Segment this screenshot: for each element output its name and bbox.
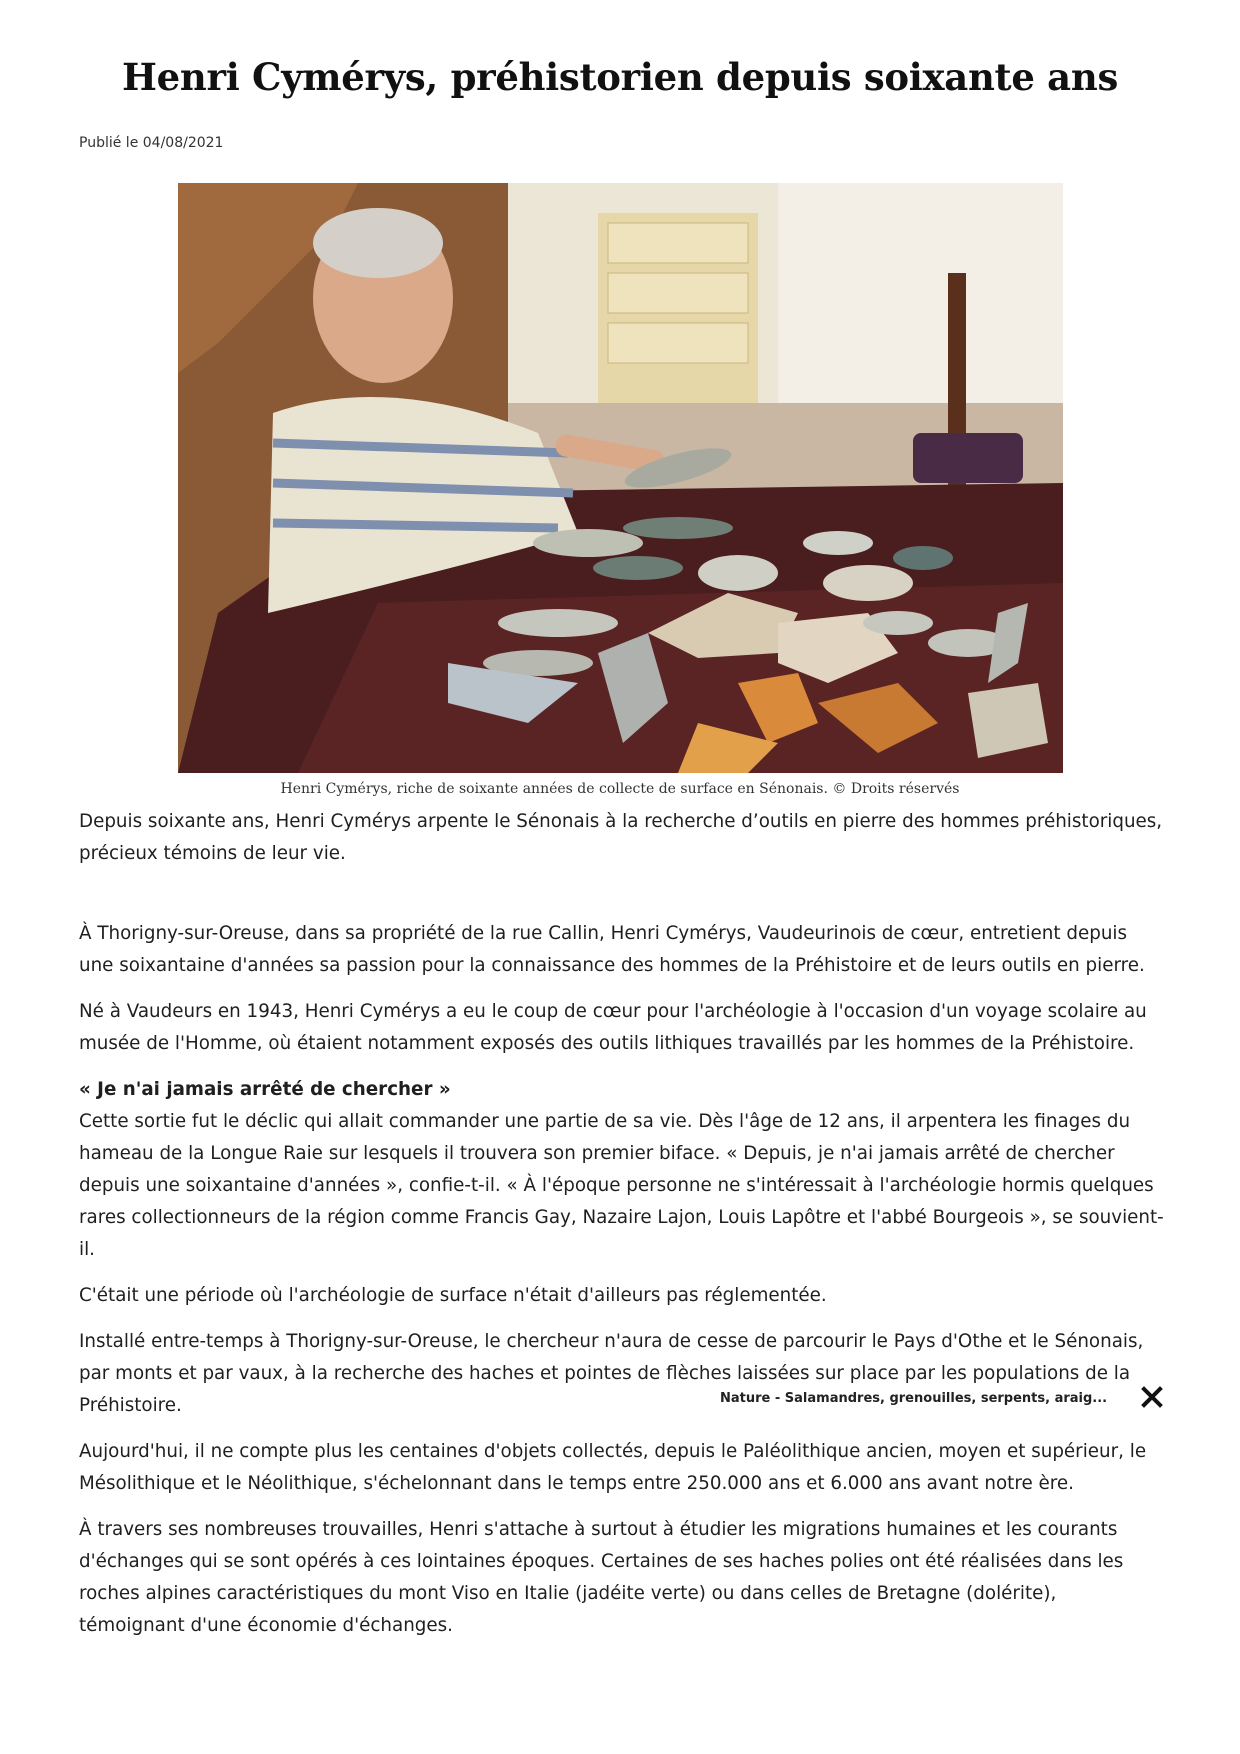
article-lead: Depuis soixante ans, Henri Cymérys arpente le Sénonais à la recherche d’outils en pierre des hommes préhistoriques, précieux témoins de leur vie.	[79, 811, 1163, 864]
recommended-article-notice[interactable]: Nature - Salamandres, grenouilles, serpents, araig...	[720, 1391, 1108, 1406]
subheading: « Je n'ai jamais arrêté de chercher »	[79, 1079, 451, 1100]
paragraph-4: C'était une période où l'archéologie de surface n'était d'ailleurs pas réglementée.	[79, 1285, 827, 1306]
article-title: Henri Cymérys, préhistorien depuis soixante ans	[122, 55, 1118, 99]
paragraph-3: Cette sortie fut le déclic qui allait commander une partie de sa vie. Dès l'âge de 12 ans, il arpentera les finages du hameau de la Longue Raie sur lesquels il trouvera son premier biface. « Depuis, je n'ai jamais arrêté de chercher depuis une soixantaine d'années », confie-t-il. « À l'époque personne ne s'intéressait à l'archéologie hormis quelques rares collectionneurs de la région comme Francis Gay, Nazaire Lajon, Louis Lapôtre et l'abbé Bourgeois », se souvient-il.	[79, 1111, 1164, 1260]
paragraph-6: Aujourd'hui, il ne compte plus les centaines d'objets collectés, depuis le Paléolithique ancien, moyen et supérieur, le Mésolithique et le Néolithique, s'échelonnant dans le temps entre 250.000 ans et 6.000 ans avant notre ère.	[79, 1441, 1147, 1494]
paragraph-7: À travers ses nombreuses trouvailles, Henri s'attache à surtout à étudier les migrations humaines et les courants d'échanges qui se sont opérés à ces lointaines époques. Certaines de ses haches polies ont été réalisées dans les roches alpines caractéristiques du mont Viso en Italie (jadéite verte) ou dans celles de Bretagne (dolérite), témoignant d'une économie d'échanges.	[79, 1519, 1124, 1636]
publish-date: Publié le 04/08/2021	[79, 135, 224, 151]
paragraph-2: Né à Vaudeurs en 1943, Henri Cymérys a eu le coup de cœur pour l'archéologie à l'occasion d'un voyage scolaire au musée de l'Homme, où étaient notamment exposés des outils lithiques travaillés par les hommes de la Préhistoire.	[79, 1001, 1147, 1054]
close-icon[interactable]	[1138, 1383, 1166, 1411]
paragraph-1: À Thorigny-sur-Oreuse, dans sa propriété de la rue Callin, Henri Cymérys, Vaudeurinois de cœur, entretient depuis une soixantaine d'années sa passion pour la connaissance des hommes de la Préhistoire et de leurs outils en pierre.	[79, 923, 1145, 976]
article-photo	[178, 183, 1063, 773]
photo-caption: Henri Cymérys, riche de soixante années de collecte de surface en Sénonais. © Droits réservés	[280, 781, 960, 797]
article-body	[79, 806, 1164, 1656]
paragraph-5: Installé entre-temps à Thorigny-sur-Oreuse, le chercheur n'aura de cesse de parcourir le Pays d'Othe et le Sénonais, par monts et par vaux, à la recherche des haches et pointes de flèches laissées sur place par les populations de la Préhistoire.	[79, 1331, 1144, 1416]
